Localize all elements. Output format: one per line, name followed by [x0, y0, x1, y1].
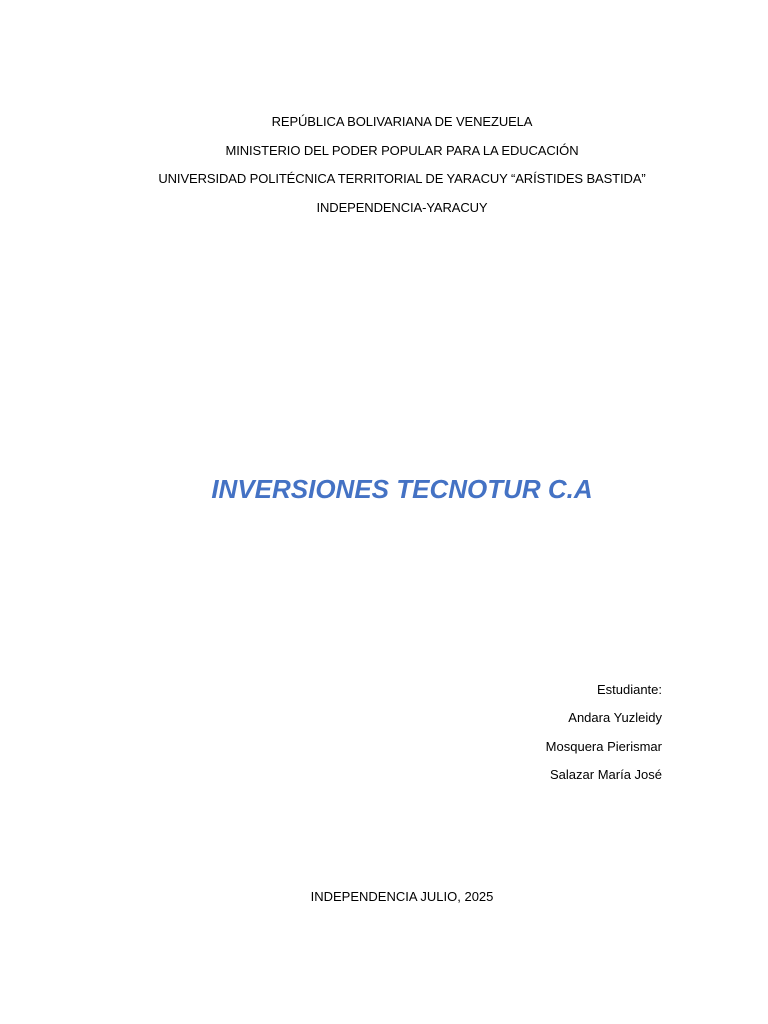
header-line-ministry: MINISTERIO DEL PODER POPULAR PARA LA EDUCACIÓN — [225, 142, 579, 158]
header-line-country: REPÚBLICA BOLIVARIANA DE VENEZUELA — [271, 114, 533, 129]
header-line-location: INDEPENDENCIA-YARACUY — [316, 200, 488, 216]
students-label: Estudiante: — [596, 682, 662, 697]
header-line-university: UNIVERSIDAD POLITÉCNICA TERRITORIAL DE YARACUY “ARÍSTIDES BASTIDA” — [158, 171, 646, 187]
place-date: INDEPENDENCIA JULIO, 2025 — [310, 889, 494, 904]
student-name: Andara Yuzleidy — [568, 710, 662, 726]
student-name: Mosquera Pierismar — [545, 738, 662, 754]
document-title: INVERSIONES TECNOTUR C.A — [211, 474, 593, 504]
student-name: Salazar María José — [550, 766, 662, 782]
institution-header — [0, 108, 768, 223]
students-block — [546, 676, 662, 789]
